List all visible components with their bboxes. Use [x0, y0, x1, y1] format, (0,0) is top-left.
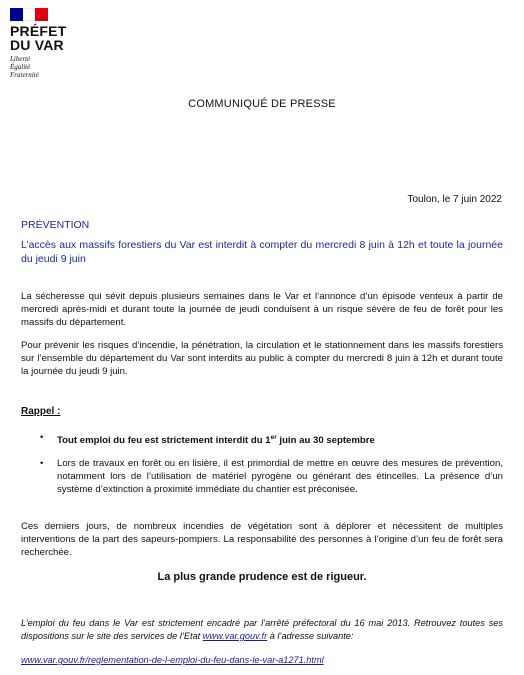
footnote: L’emploi du feu dans le Var est strictement encadré par l’arrêté préfectoral du 16 mai 2013. Retrouvez toutes ses dispositions sur le site des services de l’Etat www.var.gouv.fr à l’adresse suivante: — [21, 618, 503, 641]
paragraph-drought: La sécheresse qui sévit depuis plusieurs semaines dans le Var et l’annonce d’un épisode venteux à partir de mercredi après-midi et durant toute la journée de jeudi conduisent à un risque sévère de feu de forêt pour les massifs du département. — [21, 291, 503, 328]
reminder-heading: Rappel : — [21, 406, 61, 417]
prefecture-logo — [10, 8, 90, 79]
bullet-dot: • — [40, 432, 44, 443]
motto-fraternite: Fraternité — [10, 71, 39, 79]
logo-title-line1: PRÉFET — [10, 23, 67, 39]
bullet-dot: • — [40, 458, 44, 469]
document-heading: COMMUNIQUÉ DE PRESSE — [188, 98, 336, 110]
french-flag-icon — [10, 8, 48, 21]
section-title: PRÉVENTION — [21, 219, 90, 231]
paragraph-prohibition: Pour prévenir les risques d’incendie, la pénétration, la circulation et le stationnement dans les massifs forestiers sur l’ensemble du département du Var sont interdits au public à compter du mercredi 8 juin à 12h et durant toute la journée du jeudi 9 juin. — [21, 340, 503, 377]
logo-motto — [10, 55, 90, 79]
logo-title-line2: DU VAR — [10, 37, 64, 53]
dateline: Toulon, le 7 juin 2022 — [407, 194, 502, 205]
caution-statement: La plus grande prudence est de rigueur. — [157, 571, 367, 583]
regulation-url-link[interactable]: www.var.gouv.fr/reglementation-de-l-emploi-du-feu-dans-le-var-a1271.html — [21, 655, 324, 665]
bullet-works-prevention: Lors de travaux en forêt ou en lisière, il est primordial de mettre en œuvre des mesures de prévention, notamment lors de l’utilisation de matériel pyrogène ou générant des étincelles. La présence d’un système d’extinction à proximité immédiate du chantier est préconisée. — [57, 458, 503, 495]
site-link[interactable]: www.var.gouv.fr — [202, 631, 268, 641]
motto-egalite: Égalité — [10, 63, 31, 71]
motto-liberte: Liberté — [10, 55, 31, 63]
press-subtitle: L’accès aux massifs forestiers du Var est interdit à compter du mercredi 8 juin à 12h et toute la journée du jeudi 9 juin — [21, 239, 503, 265]
paragraph-incidents: Ces derniers jours, de nombreux incendies de végétation sont à déplorer et nécessitent de multiples interventions de la part des sapeurs-pompiers. La responsabilité des personnes à l’origine d’un feu de forêt sera recherchée. — [21, 521, 503, 558]
bullet-fire-ban: Tout emploi du feu est strictement interdit du 1er juin au 30 septembre — [57, 434, 375, 447]
